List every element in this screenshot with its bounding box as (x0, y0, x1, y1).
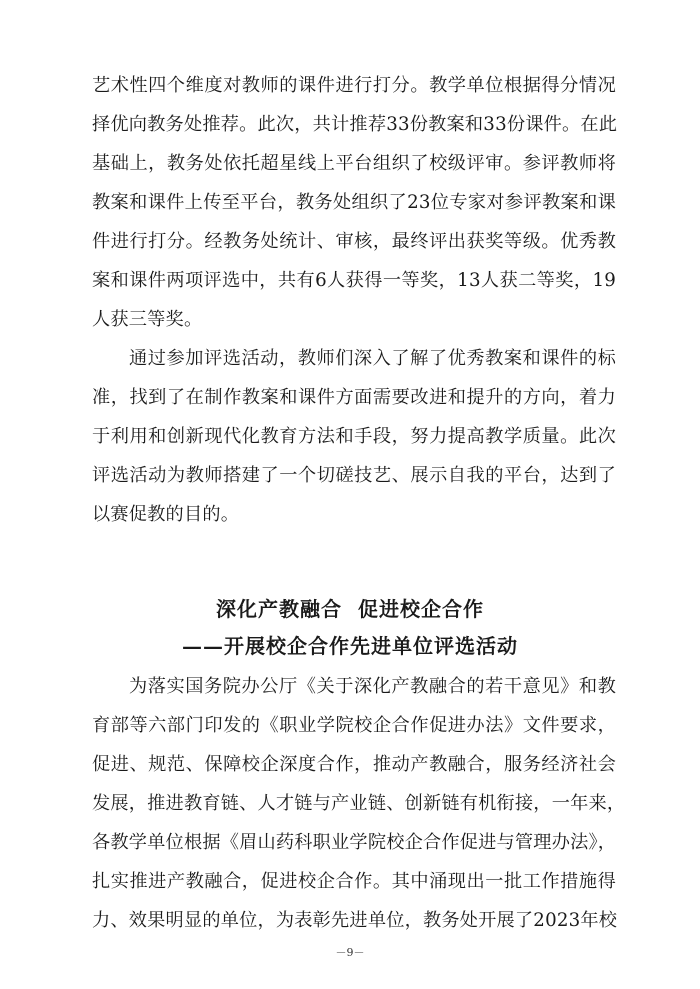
page-number: －9－ (335, 946, 365, 959)
paragraph-3-line-4: 发展，推进教育链、人才链与产业链、创新链有机衔接，一年来， (92, 793, 626, 814)
paragraph-3-line-5: 各教学单位根据《眉山药科职业学院校企合作促进与管理办法》， (92, 832, 617, 853)
paragraph-1-line-4: 教案和课件上传至平台，教务处组织了23位专家对参评教案和课 (92, 192, 616, 213)
section-title: 深化产教融合 促进校企合作 (216, 597, 484, 621)
paragraph-2-line-1: 通过参加评选活动，教师们深入了解了优秀教案和课件的标 (129, 348, 616, 369)
paragraph-1-line-1: 艺术性四个维度对教师的课件进行打分。教学单位根据得分情况 (92, 75, 616, 96)
section-subtitle: ——开展校企合作先进单位评选活动 (182, 634, 518, 658)
paragraph-1-line-2: 择优向教务处推荐。此次，共计推荐33份教案和33份课件。在此 (92, 114, 618, 135)
paragraph-3-line-1: 为落实国务院办公厅《关于深化产教融合的若干意见》和教 (129, 676, 616, 697)
paragraph-1-line-5: 件进行打分。经教务处统计、审核，最终评出获奖等级。优秀教 (92, 231, 616, 252)
paragraph-3-line-3: 促进、规范、保障校企深度合作，推动产教融合，服务经济社会 (92, 754, 616, 775)
paragraph-3-line-6: 扎实推进产教融合，促进校企合作。其中涌现出一批工作措施得 (92, 871, 616, 892)
paragraph-2-line-3: 于利用和创新现代化教育方法和手段，努力提高教学质量。此次 (92, 426, 616, 447)
paragraph-2-line-4: 评选活动为教师搭建了一个切磋技艺、展示自我的平台，达到了 (92, 465, 616, 486)
paragraph-3-line-7: 力、效果明显的单位，为表彰先进单位，教务处开展了2023年校 (92, 910, 618, 931)
paragraph-2-line-2: 准，找到了在制作教案和课件方面需要改进和提升的方向，着力 (92, 387, 616, 408)
paragraph-1-line-3: 基础上，教务处依托超星线上平台组织了校级评审。参评教师将 (92, 153, 616, 174)
paragraph-1-line-6: 案和课件两项评选中，共有6人获得一等奖，13人获二等奖，19 (92, 270, 616, 291)
paragraph-3-line-2: 育部等六部门印发的《职业学院校企合作促进办法》文件要求， (92, 715, 616, 736)
paragraph-2-line-5: 以赛促教的目的。 (92, 504, 240, 525)
paragraph-1-line-7: 人获三等奖。 (92, 309, 203, 330)
